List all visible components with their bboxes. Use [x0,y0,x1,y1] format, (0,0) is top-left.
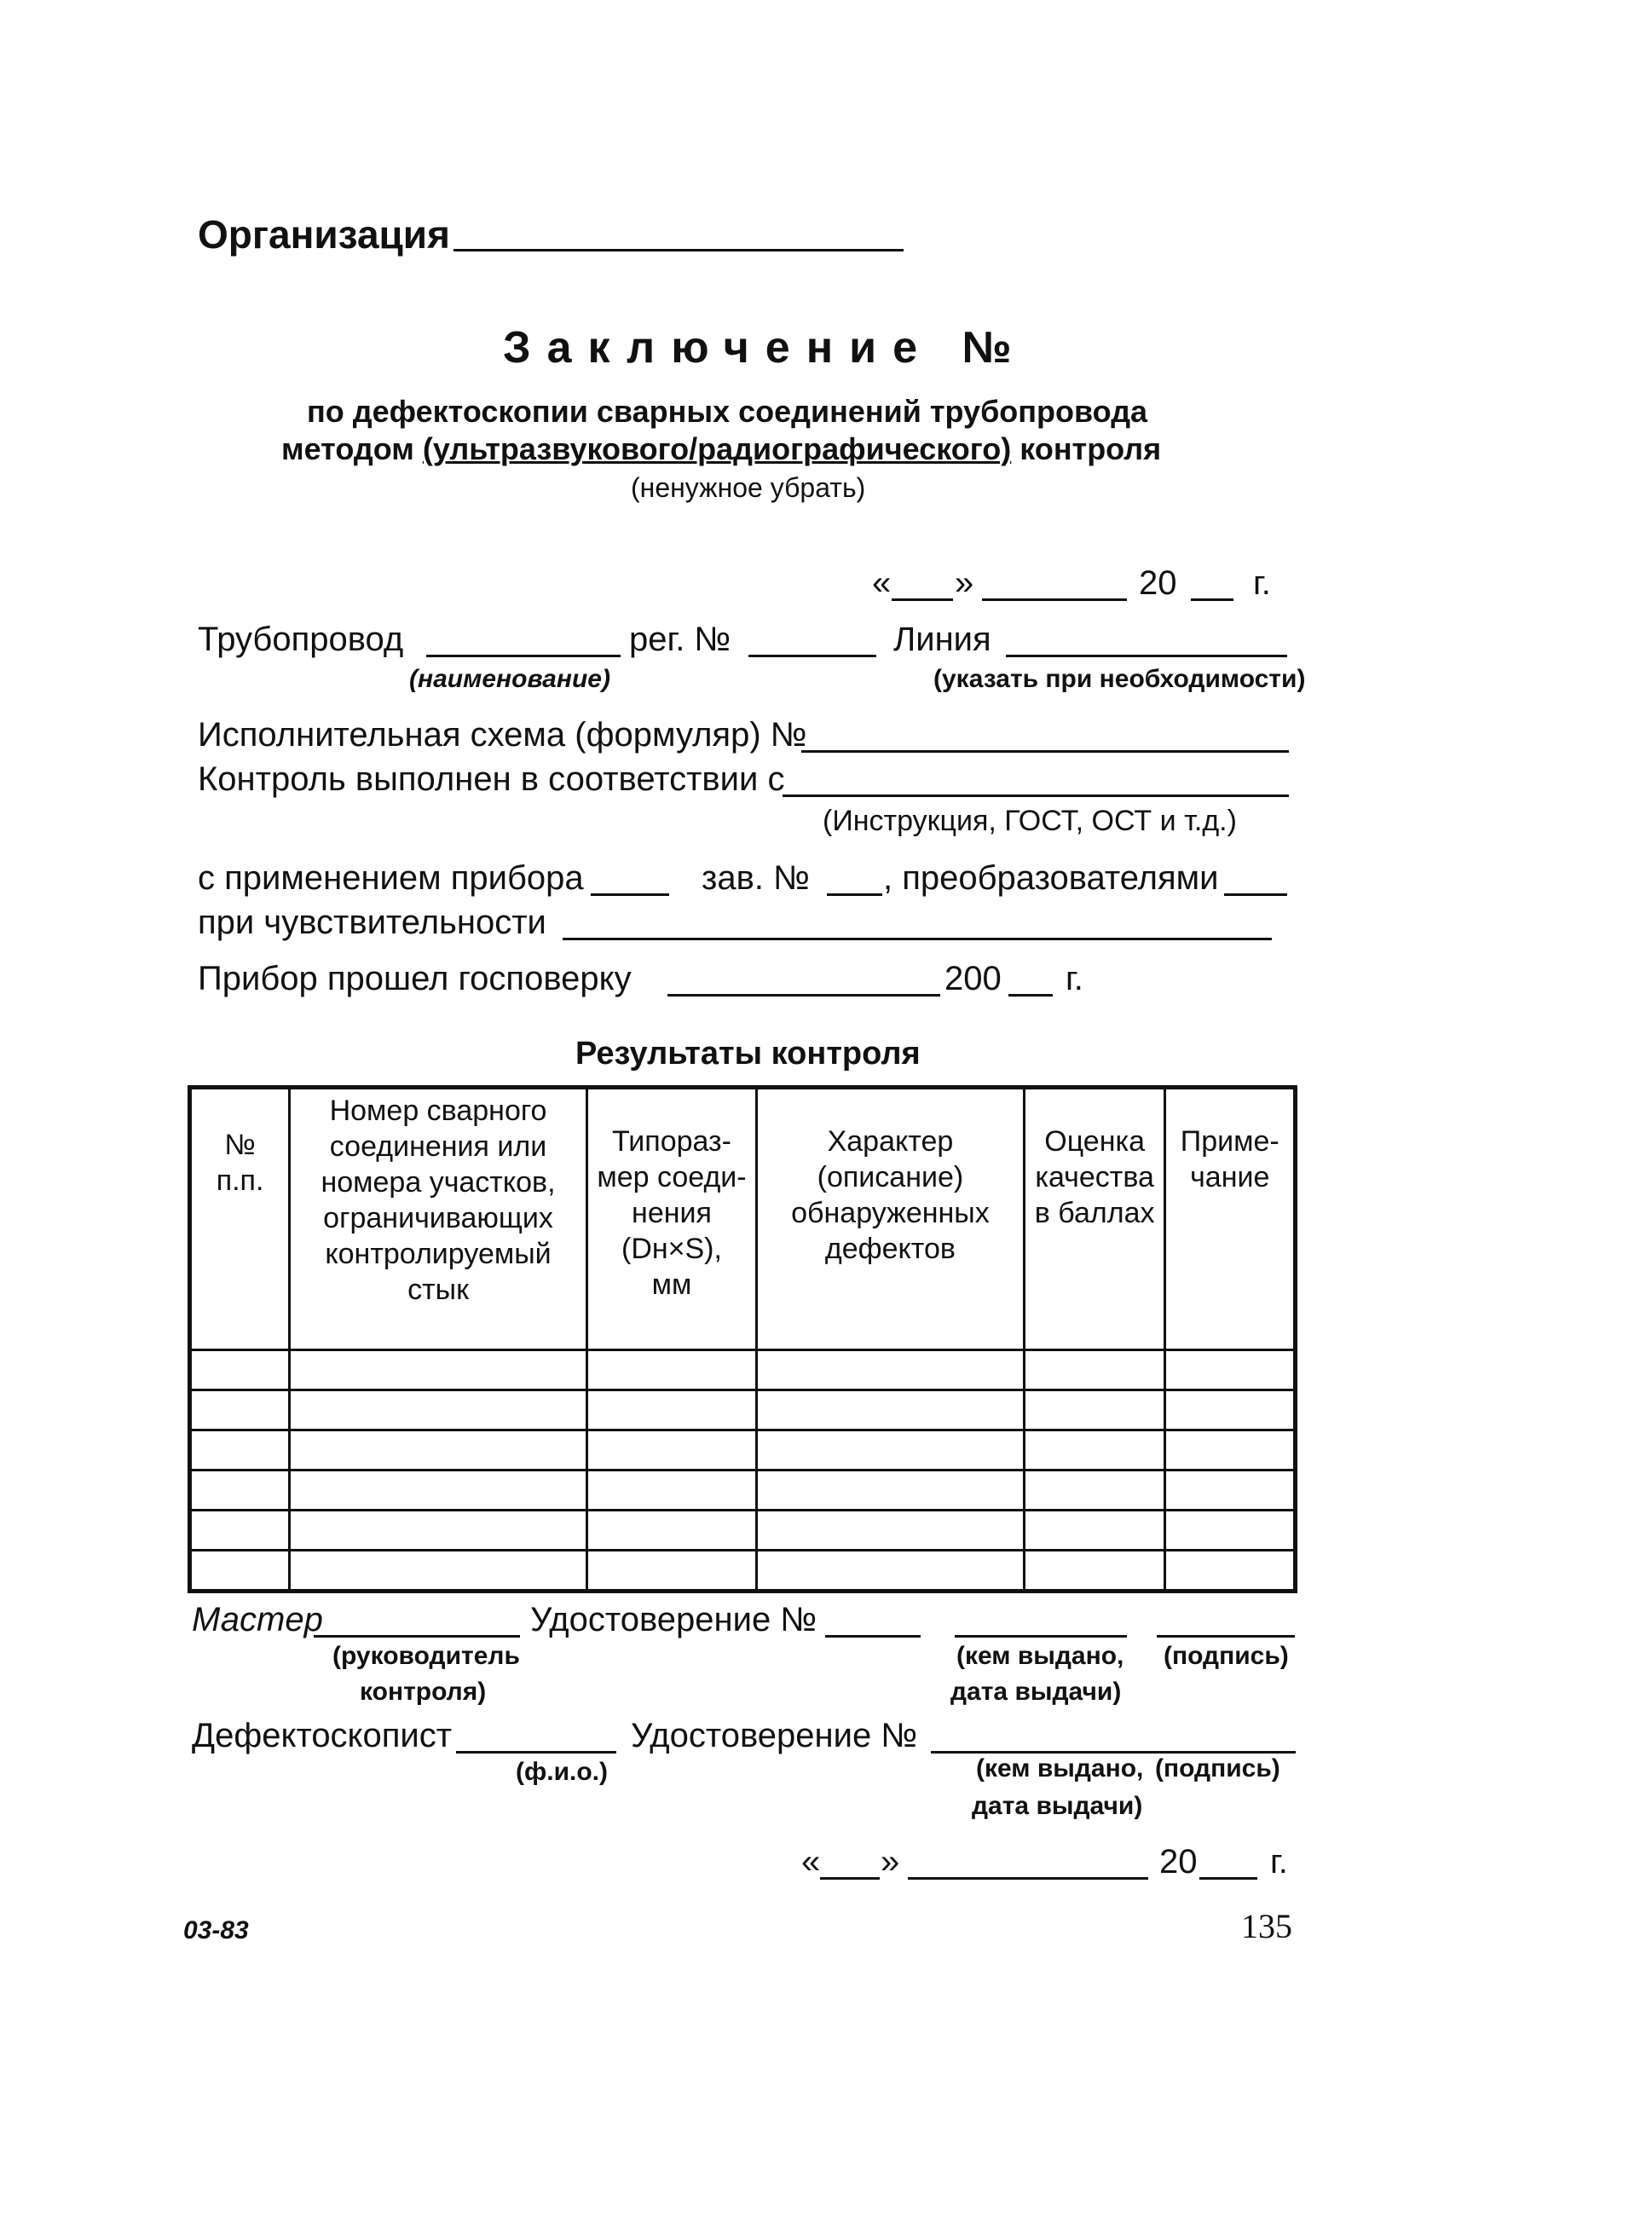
table-cell[interactable] [1024,1471,1165,1511]
table-row [190,1350,1296,1390]
transducer-label: , преобразователями [883,859,1219,897]
table-cell[interactable] [757,1551,1025,1592]
table-cell[interactable] [190,1551,290,1592]
organization-field[interactable] [453,249,904,251]
master-caption-line1: (руководитель [332,1642,520,1670]
date-top-year-suffix: г. [1253,564,1271,602]
device-field[interactable] [591,893,669,896]
table-cell[interactable] [190,1430,290,1471]
reg-number-field[interactable] [748,655,876,657]
header-cell-joint: Номер сварного соединения или номера участков, ограничивающих контролируемый стык [290,1088,587,1350]
table-cell[interactable] [586,1551,756,1592]
date-bottom-open-quote: « [801,1843,821,1881]
date-bottom-year-prefix: 20 [1159,1843,1198,1881]
subtitle-method-prefix: методом [281,431,423,466]
inspector-cert-label: Удостоверение № [631,1717,918,1754]
inspector-signature-caption: (подпись) [1155,1754,1280,1783]
organization-label: Организация [198,212,450,257]
table-cell[interactable] [290,1350,587,1390]
inspector-issued-caption-line1: (кем выдано, [976,1754,1144,1783]
date-top-day-field[interactable] [892,598,953,601]
table-cell[interactable] [1024,1511,1165,1551]
master-label: Мастер [192,1601,323,1638]
date-top-month-field[interactable] [982,598,1127,601]
master-issued-field[interactable] [955,1635,1127,1638]
results-header-row [190,1088,1296,1350]
table-cell[interactable] [757,1471,1025,1511]
table-cell[interactable] [1165,1390,1296,1430]
date-top-close-quote: » [955,564,974,602]
table-cell[interactable] [190,1390,290,1430]
document-title: Заключение № [503,323,1028,373]
line-caption: (указать при необходимости) [933,665,1306,693]
subtitle-method-options: (ультразвукового/радиографического) [422,431,1012,466]
device-label: с применением прибора [198,859,584,897]
table-cell[interactable] [586,1511,756,1551]
pipeline-name-field[interactable] [426,655,621,657]
table-cell[interactable] [586,1350,756,1390]
verification-year-prefix: 200 [944,960,1002,997]
table-cell[interactable] [1024,1430,1165,1471]
results-title: Результаты контроля [575,1036,921,1072]
inspector-label: Дефектоскопист [192,1717,453,1754]
master-signature-caption: (подпись) [1164,1642,1289,1670]
table-cell[interactable] [1024,1390,1165,1430]
table-cell[interactable] [1024,1551,1165,1592]
master-caption-line2: контроля) [360,1678,487,1706]
date-top-year-field[interactable] [1191,598,1233,601]
subtitle-method-suffix: контроля [1011,431,1162,466]
table-cell[interactable] [586,1390,756,1430]
sensitivity-label: при чувствительности [198,904,546,941]
date-bottom-month-field[interactable] [908,1877,1148,1880]
results-table [188,1085,1297,1593]
table-cell[interactable] [190,1471,290,1511]
inspector-cert-field[interactable] [931,1751,1296,1754]
subtitle-note: (ненужное убрать) [631,472,866,503]
table-cell[interactable] [757,1511,1025,1551]
table-cell[interactable] [290,1430,587,1471]
control-standard-field[interactable] [783,794,1289,797]
sensitivity-field[interactable] [563,938,1272,940]
table-cell[interactable] [586,1430,756,1471]
table-row [190,1430,1296,1471]
table-cell[interactable] [190,1350,290,1390]
table-row [190,1390,1296,1430]
table-cell[interactable] [290,1471,587,1511]
date-top-open-quote: « [872,564,892,602]
scheme-label: Исполнительная схема (формуляр) № [198,716,807,754]
table-cell[interactable] [757,1390,1025,1430]
master-issued-caption-line1: (кем выдано, [956,1642,1124,1670]
table-cell[interactable] [1024,1350,1165,1390]
table-cell[interactable] [1165,1511,1296,1551]
pipeline-label: Трубопровод [198,621,404,658]
inspector-issued-caption-line2: дата выдачи) [972,1792,1143,1820]
table-cell[interactable] [586,1471,756,1511]
verification-year-field[interactable] [1008,994,1053,997]
verification-year-suffix: г. [1066,960,1083,997]
inspector-name-field[interactable] [456,1751,616,1754]
transducer-field[interactable] [1224,893,1287,896]
serial-number-field[interactable] [827,893,882,896]
verification-date-field[interactable] [667,994,940,997]
header-cell-number: № п.п. [190,1088,290,1350]
table-cell[interactable] [757,1350,1025,1390]
pipeline-name-caption: (наименование) [409,665,610,693]
date-top-year-prefix: 20 [1139,564,1177,602]
document-code: 03-83 [183,1916,249,1944]
verification-label: Прибор прошел госповерку [198,960,632,997]
table-cell[interactable] [290,1511,587,1551]
table-cell[interactable] [1165,1551,1296,1592]
serial-number-label: зав. № [702,859,810,897]
table-cell[interactable] [1165,1471,1296,1511]
line-label: Линия [893,621,991,658]
header-cell-defects: Характер (описание) обнаруженных дефектов [757,1088,1025,1350]
line-field[interactable] [1006,655,1287,657]
master-cert-label: Удостоверение № [530,1601,817,1638]
date-bottom-year-field[interactable] [1199,1877,1257,1880]
master-signature-field[interactable] [1157,1635,1295,1638]
table-row [190,1511,1296,1551]
date-bottom-year-suffix: г. [1270,1843,1288,1881]
subtitle-line-1: по дефектоскопии сварных соединений трубопровода [307,394,1148,429]
subtitle-line-2 [281,431,1161,467]
table-cell[interactable] [1165,1430,1296,1471]
date-bottom-day-field[interactable] [820,1877,880,1880]
table-row [190,1471,1296,1511]
page-number: 135 [1241,1907,1292,1945]
table-row [190,1551,1296,1592]
table-cell[interactable] [190,1511,290,1551]
header-cell-note: Приме- чание [1165,1088,1296,1350]
master-issued-caption-line2: дата выдачи) [950,1678,1122,1706]
header-cell-quality: Оценка качества в баллах [1024,1088,1165,1350]
table-cell[interactable] [1165,1350,1296,1390]
table-cell[interactable] [290,1551,587,1592]
control-label: Контроль выполнен в соответствии с [198,760,785,798]
scheme-number-field[interactable] [801,750,1289,753]
table-cell[interactable] [290,1390,587,1430]
date-bottom-close-quote: » [881,1843,900,1881]
header-cell-size: Типораз- мер соеди- нения (Dн×S), мм [586,1088,756,1350]
table-cell[interactable] [757,1430,1025,1471]
reg-number-label: рег. № [629,621,731,658]
master-cert-number-field[interactable] [825,1635,921,1638]
control-caption: (Инструкция, ГОСТ, ОСТ и т.д.) [823,805,1237,837]
inspector-name-caption: (ф.и.о.) [516,1758,609,1786]
master-name-field[interactable] [314,1635,520,1638]
